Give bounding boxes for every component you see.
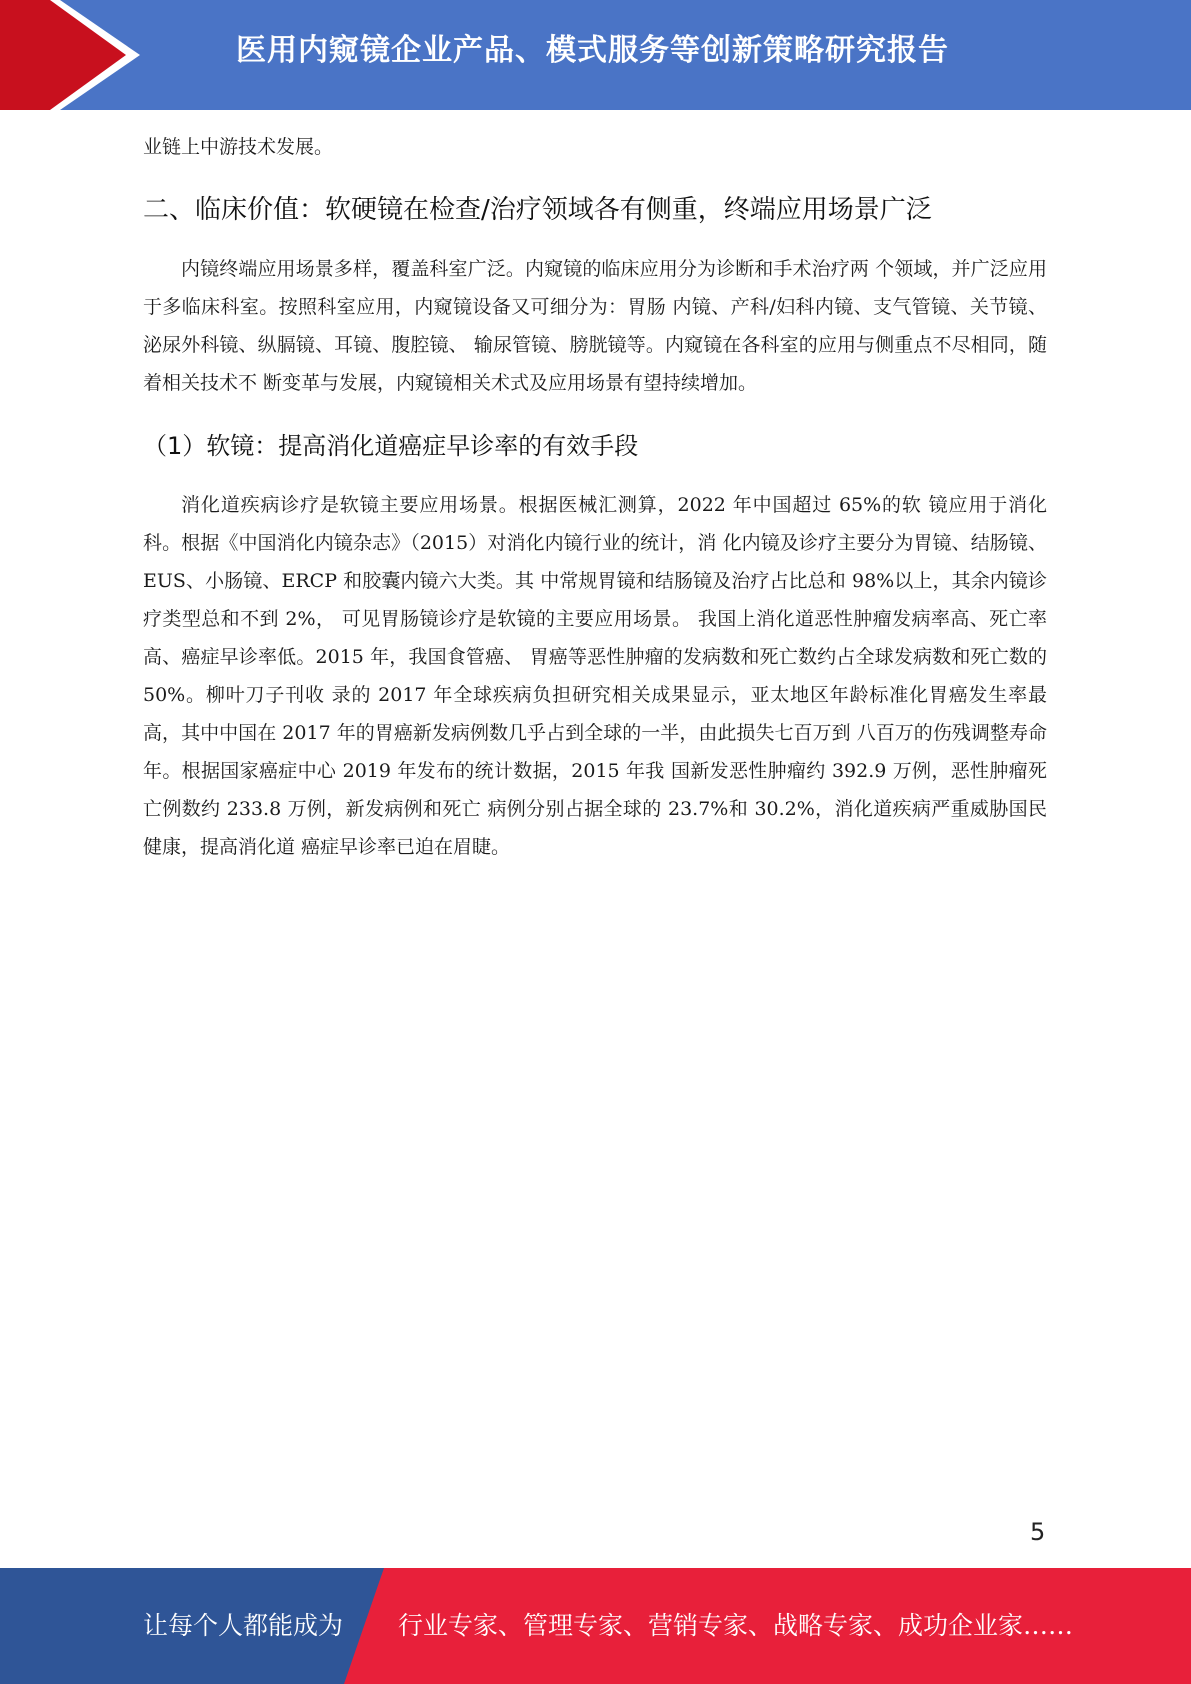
lead-text: 业链上中游技术发展。 (143, 136, 334, 158)
report-title: 医用内窥镜企业产品、模式服务等创新策略研究报告 (236, 33, 949, 68)
page-number: 5 (1030, 1518, 1046, 1546)
footer-slogan-left: 让每个人都能成为 (143, 1611, 344, 1640)
page-footer (0, 1568, 1191, 1684)
page-header (0, 0, 1191, 110)
footer-slogan-right: 行业专家、管理专家、营销专家、战略专家、成功企业家…… (398, 1611, 1074, 1640)
header-arrow-icon (0, 0, 160, 110)
page-content (143, 128, 1047, 866)
section-heading: 二、临床价值：软硬镜在检查/治疗领域各有侧重，终端应用场景广泛 (143, 195, 932, 225)
subsection-heading: （1）软镜：提高消化道癌症早诊率的有效手段 (143, 432, 639, 460)
paragraph-digestive-diagnosis: 消化道疾病诊疗是软镜主要应用场景。根据医械汇测算，2022 年中国超过 65%的软 镜应用于消化科。根据《中国消化内镜杂志》（2015）对消化内镜行业的统计，消 化内镜及诊疗主要分为胃镜、结肠镜、EUS、小肠镜、ERCP 和胶囊内镜六大类。其 中常规胃镜和结肠镜及治疗占比总和 98%以上，其余内镜诊疗类型总和不到 2%， 可见胃肠镜诊疗是软镜的主要应用场景。 我国上消化道恶性肿瘤发病率高、死亡率高、癌症早诊率低。2015 年，我国食管癌、 胃癌等恶性肿瘤的发病数和死亡数约占全球发病数和死亡数的 50%。柳叶刀子刊收 录的 2017 年全球疾病负担研究相关成果显示，亚太地区年龄标准化胃癌发生率最 高，其中中国在 2017 年的胃癌新发病例数几乎占到全球的一半，由此损失七百万到 八百万的伤残调整寿命年。根据国家癌症中心 2019 年发布的统计数据，2015 年我 国新发恶性肿瘤约 392.9 万例，恶性肿瘤死亡例数约 233.8 万例，新发病例和死亡 病例分别占据全球的 23.7%和 30.2%，消化道疾病严重威胁国民健康，提高消化道 癌症早诊率已迫在眉睫。 (143, 494, 1047, 858)
paragraph-application-scenarios: 内镜终端应用场景多样，覆盖科室广泛。内窥镜的临床应用分为诊断和手术治疗两 个领域，并广泛应用于多临床科室。按照科室应用，内窥镜设备又可细分为：胃肠 内镜、产科/妇科内镜、支气管镜、关节镜、泌尿外科镜、纵膈镜、耳镜、腹腔镜、 输尿管镜、膀胱镜等。内窥镜在各科室的应用与侧重点不尽相同，随着相关技术不 断变革与发展，内窥镜相关术式及应用场景有望持续增加。 (143, 258, 1047, 394)
